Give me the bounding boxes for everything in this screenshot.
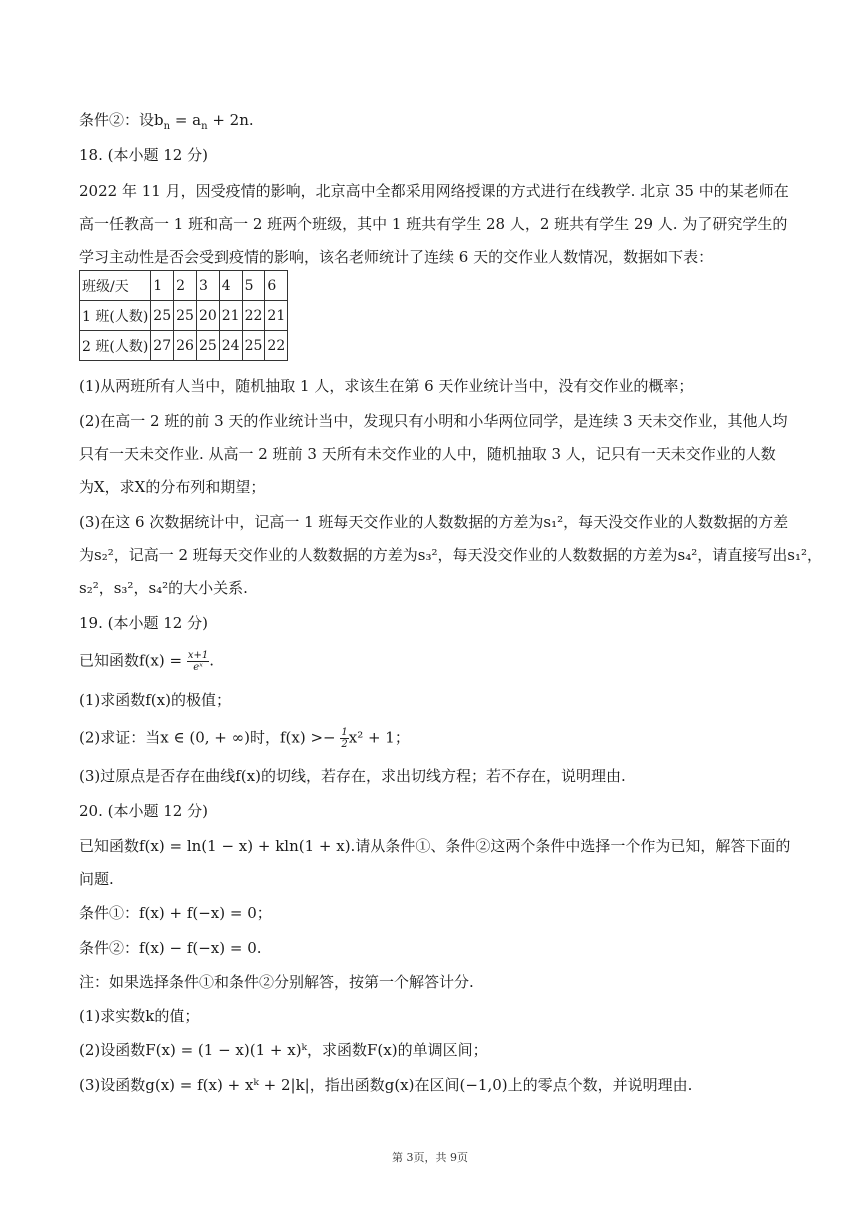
sub-n: n: [163, 121, 171, 132]
q20-note: 注：如果选择条件①和条件②分别解答，按第一个解答计分.: [79, 973, 474, 991]
table-row: [80, 301, 288, 331]
q18-heading: 18. (本小题 12 分): [79, 146, 208, 164]
q19-heading: 19. (本小题 12 分): [79, 614, 208, 632]
fraction-denominator: 2: [341, 739, 348, 750]
q18-para-2: 高一任教高一 1 班和高一 2 班两个班级，其中 1 班共有学生 28 人，2 班共有学生 29 人. 为了研究学生的: [79, 215, 788, 233]
fraction-denominator: eˣ: [193, 662, 203, 673]
q20-para-2: 问题.: [79, 870, 114, 888]
table-cell: 25: [151, 301, 174, 331]
q20-heading: 20. (本小题 12 分): [79, 802, 208, 820]
fraction: [340, 727, 348, 750]
fraction: [187, 650, 209, 673]
table-cell: 25: [174, 301, 197, 331]
table-cell: 27: [151, 331, 174, 361]
q19-sub-2: [79, 727, 781, 750]
table-cell: 3: [196, 271, 219, 301]
q19-sub-3: (3)过原点是否存在曲线f(x)的切线，若存在，求出切线方程；若不存在，说明理由.: [79, 767, 626, 785]
q18-sub-1: (1)从两班所有人当中，随机抽取 1 人，求该生在第 6 天作业统计当中，没有交作业的概率；: [79, 377, 694, 395]
q19-function-def: [79, 650, 781, 673]
table-cell: 5: [242, 271, 265, 301]
q18-sub-2b: 只有一天未交作业. 从高一 2 班前 3 天所有未交作业的人中，随机抽取 3 人，记只有一天未交作业的人数: [79, 445, 776, 463]
q18-sub-3c: s₂²，s₃²，s₄²的大小关系.: [79, 579, 248, 597]
q19-def-text: 已知函数f(x) =: [79, 651, 187, 670]
q18-para-3: 学习主动性是否会受到疫情的影响，该名老师统计了连续 6 天的交作业人数情况，数据如下表：: [79, 248, 714, 266]
q19-sub2-end: x² + 1；: [348, 728, 410, 747]
q20-sub-1: (1)求实数k的值；: [79, 1007, 200, 1025]
condition-2-line: [79, 110, 781, 130]
table-header-row: [80, 271, 288, 301]
q18-sub-3b: 为s₂²，记高一 2 班每天交作业的人数数据的方差为s₃²，每天没交作业的人数数据的方差为s₄²，请直接写出s₁²，: [79, 546, 822, 564]
table-cell: 24: [219, 331, 242, 361]
table-cell: 1: [151, 271, 174, 301]
table-cell: 22: [265, 331, 288, 361]
sub-n2: n: [201, 121, 208, 132]
q18-sub-2a: (2)在高一 2 班的前 3 天的作业统计当中，发现只有小明和小华两位同学，是连续 3 天未交作业，其他人均: [79, 412, 788, 430]
q18-para-1: 2022 年 11 月，因受疫情的影响，北京高中全都采用网络授课的方式进行在线教学. 北京 35 中的某老师在: [79, 182, 789, 200]
q20-condition-2: 条件②：f(x) − f(−x) = 0.: [79, 939, 262, 957]
table-cell: 26: [174, 331, 197, 361]
q20-para-1: 已知函数f(x) = ln(1 − x) + kln(1 + x).请从条件①、条件②这两个条件中选择一个作为已知，解答下面的: [79, 837, 791, 855]
q20-condition-1: 条件①：f(x) + f(−x) = 0；: [79, 904, 272, 922]
q19-def-end: .: [209, 651, 214, 670]
table-cell: 20: [196, 301, 219, 331]
table-cell: 1 班(人数): [80, 301, 151, 331]
q19-sub2-text: (2)求证：当x ∈ (0, + ∞)时，f(x) >−: [79, 728, 341, 747]
table-cell: 25: [196, 331, 219, 361]
table-cell: 2: [174, 271, 197, 301]
table-cell: 21: [219, 301, 242, 331]
cond2-text-b: = a: [170, 111, 202, 129]
table-cell: 2 班(人数): [80, 331, 151, 361]
table-cell: 6: [265, 271, 288, 301]
cond2-text-c: + 2n.: [207, 111, 254, 129]
page-footer: 第 3页，共 9页: [392, 1151, 468, 1164]
table-cell: 22: [242, 301, 265, 331]
homework-table: [79, 270, 288, 361]
fraction-numerator: 1: [341, 727, 348, 738]
q19-sub-1: (1)求函数f(x)的极值；: [79, 691, 231, 709]
q20-sub-3: (3)设函数g(x) = f(x) + xᵏ + 2|k|，指出函数g(x)在区间(−1,0)上的零点个数，并说明理由.: [79, 1076, 693, 1094]
q20-sub-2: (2)设函数F(x) = (1 − x)(1 + x)ᵏ，求函数F(x)的单调区间；: [79, 1041, 488, 1059]
table-row: [80, 331, 288, 361]
table-cell: 25: [242, 331, 265, 361]
cond2-text: 条件②：设b: [79, 111, 164, 129]
q18-sub-2c: 为X，求X的分布列和期望；: [79, 478, 266, 496]
table-cell: 21: [265, 301, 288, 331]
q18-sub-3a: (3)在这 6 次数据统计中，记高一 1 班每天交作业的人数数据的方差为s₁²，每天没交作业的人数数据的方差: [79, 513, 789, 531]
fraction-numerator: x+1: [187, 650, 209, 661]
table-cell: 4: [219, 271, 242, 301]
table-cell: 班级/天: [80, 271, 151, 301]
